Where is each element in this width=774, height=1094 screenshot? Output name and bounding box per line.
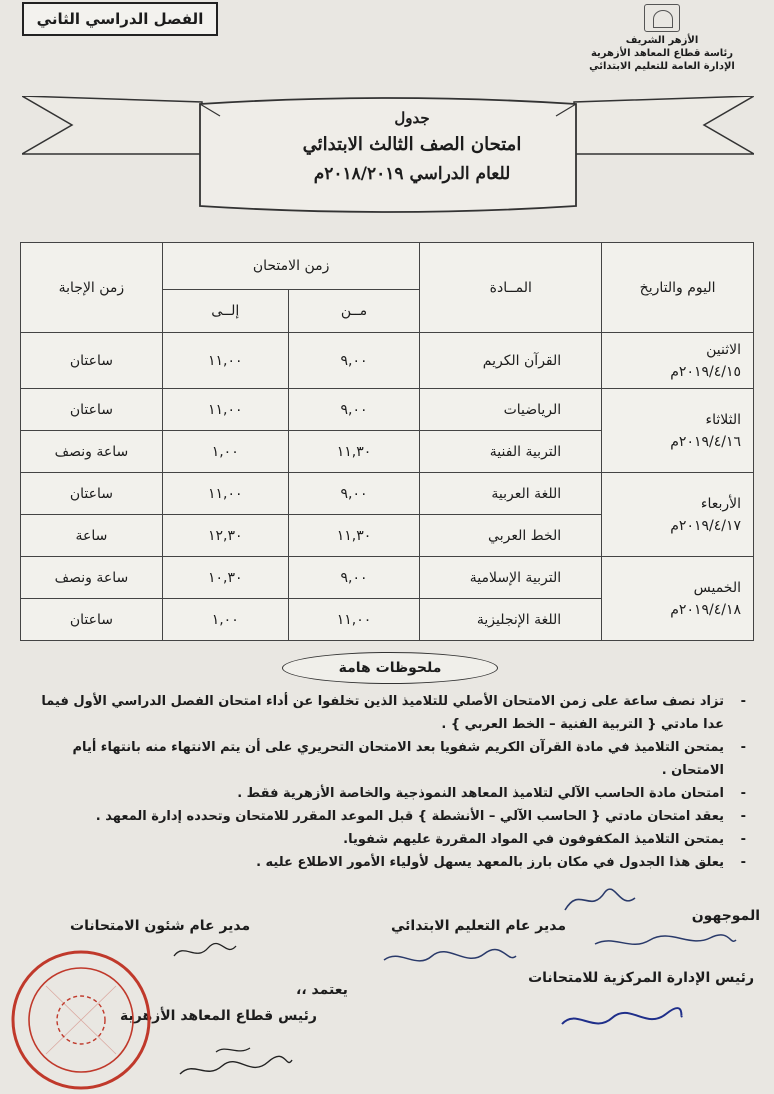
to-cell: ١,٠٠ <box>162 431 288 473</box>
note-item: - يمتحن التلاميذ المكفوفون في المواد المقررة عليهم شفويا. <box>30 828 746 851</box>
exams-director-label: مدير عام شئون الامتحانات <box>70 918 251 934</box>
day-date: ٢٠١٩/٤/١٨م <box>670 601 741 618</box>
subject-cell: الرياضيات <box>420 389 602 431</box>
central-exams-head-label: رئيس الإدارة المركزية للامتحانات <box>528 970 754 986</box>
note-item: - يمتحن التلاميذ في مادة القرآن الكريم شفويا بعد الامتحان التحريري على أن يتم الانتهاء منه بانتهاء أيام الامتحان . <box>30 736 746 782</box>
to-cell: ١١,٠٠ <box>162 333 288 389</box>
table-row <box>21 389 754 431</box>
signature-scribble <box>176 1040 296 1090</box>
signature-scribble <box>560 880 640 920</box>
table-row <box>21 333 754 389</box>
day-name: الأربعاء <box>700 495 741 512</box>
header-subject: المــادة <box>420 243 602 333</box>
header-to: إلــى <box>162 290 288 333</box>
header-day-date: اليوم والتاريخ <box>602 243 754 333</box>
banner-line-1: جدول <box>394 109 430 127</box>
from-cell: ١١,٣٠ <box>288 431 420 473</box>
header-exam-time: زمن الامتحان <box>162 243 420 290</box>
header-duration: زمن الإجابة <box>21 243 163 333</box>
from-cell: ٩,٠٠ <box>288 473 420 515</box>
day-name: الثلاثاء <box>705 411 741 428</box>
day-cell <box>602 473 754 557</box>
from-cell: ٩,٠٠ <box>288 557 420 599</box>
to-cell: ١,٠٠ <box>162 599 288 641</box>
day-cell <box>602 389 754 473</box>
organization-header <box>562 4 762 84</box>
signature-scribble <box>170 936 240 966</box>
org-line-1: الأزهر الشريف <box>625 35 699 46</box>
banner-line-2: امتحان الصف الثالث الابتدائي <box>302 134 522 155</box>
to-cell: ١٢,٣٠ <box>162 515 288 557</box>
duration-cell: ساعتان <box>21 333 163 389</box>
day-date: ٢٠١٩/٤/١٦م <box>670 433 741 450</box>
note-item: - امتحان مادة الحاسب الآلي لتلاميذ المعاهد النموذجية والخاصة الأزهرية فقط . <box>30 782 746 805</box>
subject-cell: التربية الإسلامية <box>420 557 602 599</box>
note-item: - يعقد امتحان مادتي { الحاسب الآلي – الأنشطة } قبل الموعد المقرر للامتحان وتحدده إدارة المعهد . <box>30 805 746 828</box>
day-cell <box>602 557 754 641</box>
from-cell: ٩,٠٠ <box>288 333 420 389</box>
subject-cell: الخط العربي <box>420 515 602 557</box>
day-date: ٢٠١٩/٤/١٥م <box>670 363 741 380</box>
banner-line-3: للعام الدراسي ٢٠١٨/٢٠١٩م <box>313 164 511 184</box>
supervisors-label: الموجهون <box>691 908 760 924</box>
approved-label: يعتمد ،، <box>296 982 348 998</box>
duration-cell: ساعتان <box>21 389 163 431</box>
note-item: - يعلق هذا الجدول في مكان بارز بالمعهد يسهل لأولياء الأمور الاطلاع عليه . <box>30 851 746 874</box>
org-line-2: رئاسة قطاع المعاهد الأزهرية <box>590 48 734 59</box>
from-cell: ٩,٠٠ <box>288 389 420 431</box>
note-item: - تزاد نصف ساعة على زمن الامتحان الأصلي للتلاميذ الذين تخلفوا عن أداء امتحان الفصل الدراسي الأول فيما عدا مادتي { التربية الفنية – الخط العربي } . <box>30 690 746 736</box>
day-cell <box>602 333 754 389</box>
day-name: الاثنين <box>706 341 741 358</box>
duration-cell: ساعة ونصف <box>21 557 163 599</box>
to-cell: ١٠,٣٠ <box>162 557 288 599</box>
sector-head-label: رئيس قطاع المعاهد الأزهرية <box>120 1008 317 1024</box>
day-name: الخميس <box>693 579 741 596</box>
notes-list <box>30 690 746 874</box>
signature-scribble <box>590 926 740 956</box>
table-row <box>21 557 754 599</box>
subject-cell: اللغة العربية <box>420 473 602 515</box>
signature-scribble <box>556 1000 686 1040</box>
title-banner <box>22 96 754 216</box>
term-label: الفصل الدراسي الثاني <box>36 10 204 28</box>
subject-cell: اللغة الإنجليزية <box>420 599 602 641</box>
notes-title-text: ملحوظات هامة <box>338 660 442 676</box>
to-cell: ١١,٠٠ <box>162 473 288 515</box>
primary-director-label: مدير عام التعليم الابتدائي <box>390 918 566 934</box>
from-cell: ١١,٣٠ <box>288 515 420 557</box>
official-stamp-icon <box>6 946 156 1094</box>
from-cell: ١١,٠٠ <box>288 599 420 641</box>
signature-scribble <box>380 944 520 974</box>
subject-cell: القرآن الكريم <box>420 333 602 389</box>
duration-cell: ساعتان <box>21 473 163 515</box>
banner-text <box>222 106 602 188</box>
azhar-emblem-icon <box>644 4 680 32</box>
org-line-3: الإدارة العامة للتعليم الابتدائي <box>589 61 735 72</box>
duration-cell: ساعة ونصف <box>21 431 163 473</box>
notes-title <box>282 652 498 684</box>
exam-schedule-table <box>20 242 754 641</box>
duration-cell: ساعة <box>21 515 163 557</box>
term-label-box <box>22 2 218 36</box>
duration-cell: ساعتان <box>21 599 163 641</box>
day-date: ٢٠١٩/٤/١٧م <box>670 517 741 534</box>
table-row <box>21 473 754 515</box>
to-cell: ١١,٠٠ <box>162 389 288 431</box>
subject-cell: التربية الفنية <box>420 431 602 473</box>
header-from: مــن <box>288 290 420 333</box>
